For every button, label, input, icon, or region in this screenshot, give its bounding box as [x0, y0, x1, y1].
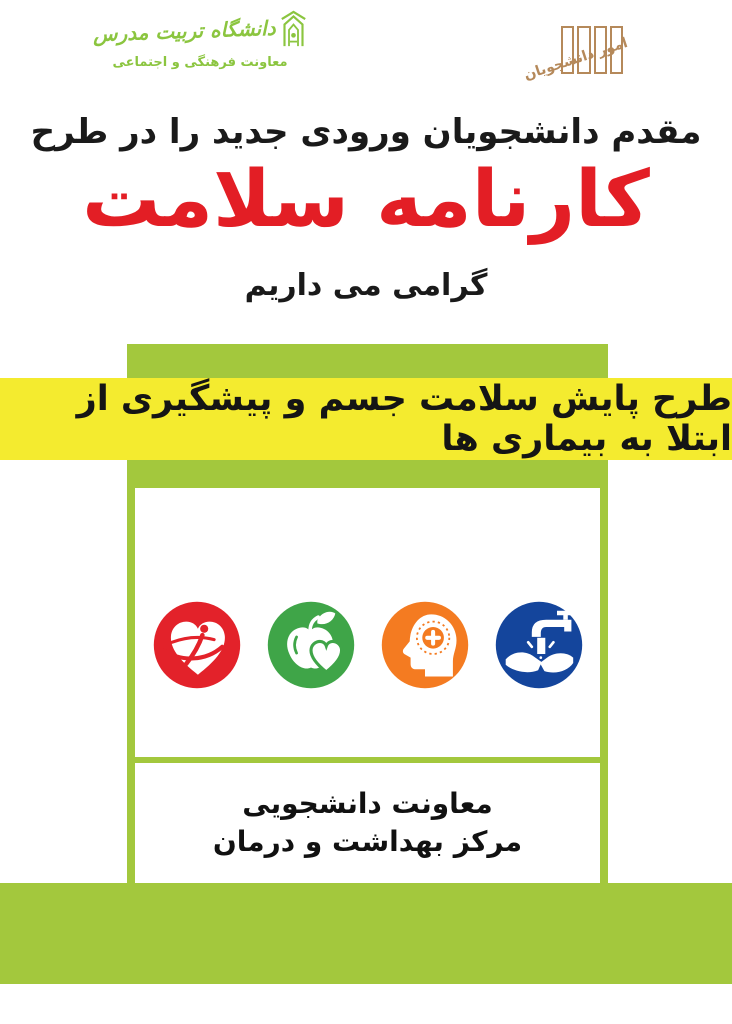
poster-title: کارنامه سلامت	[82, 155, 650, 245]
apple-nutrition-icon	[266, 600, 356, 690]
health-icons-row	[135, 488, 600, 757]
heart-activity-icon	[152, 600, 242, 690]
mental-health-icon	[380, 600, 470, 690]
card-footer	[135, 763, 600, 883]
university-emblem-icon	[280, 10, 307, 52]
green-top-bar	[127, 344, 608, 378]
headline-line-before: مقدم دانشجویان ورودی جدید را در طرح	[30, 112, 702, 152]
hand-washing-icon	[494, 600, 584, 690]
content-card	[135, 488, 600, 883]
university-logo-title: دانشگاه تربیت مدرس	[92, 15, 276, 47]
footer-line1: معاونت دانشجویی	[242, 787, 493, 821]
headline-line-after: گرامی می داریم	[244, 268, 488, 303]
student-affairs-logo	[522, 26, 630, 88]
university-logo	[92, 10, 305, 70]
bottom-green-band	[0, 883, 732, 984]
footer-line2: مرکز بهداشت و درمان	[212, 825, 523, 858]
university-logo-subtitle: معاونت فرهنگی و اجتماعی	[112, 55, 288, 70]
yellow-banner	[0, 378, 732, 460]
green-frame	[127, 460, 608, 883]
banner-text: طرح پایش سلامت جسم و پیشگیری از ابتلا به بیماری ها	[76, 379, 732, 459]
student-affairs-logo-text: امور دانشجویان	[522, 34, 630, 84]
